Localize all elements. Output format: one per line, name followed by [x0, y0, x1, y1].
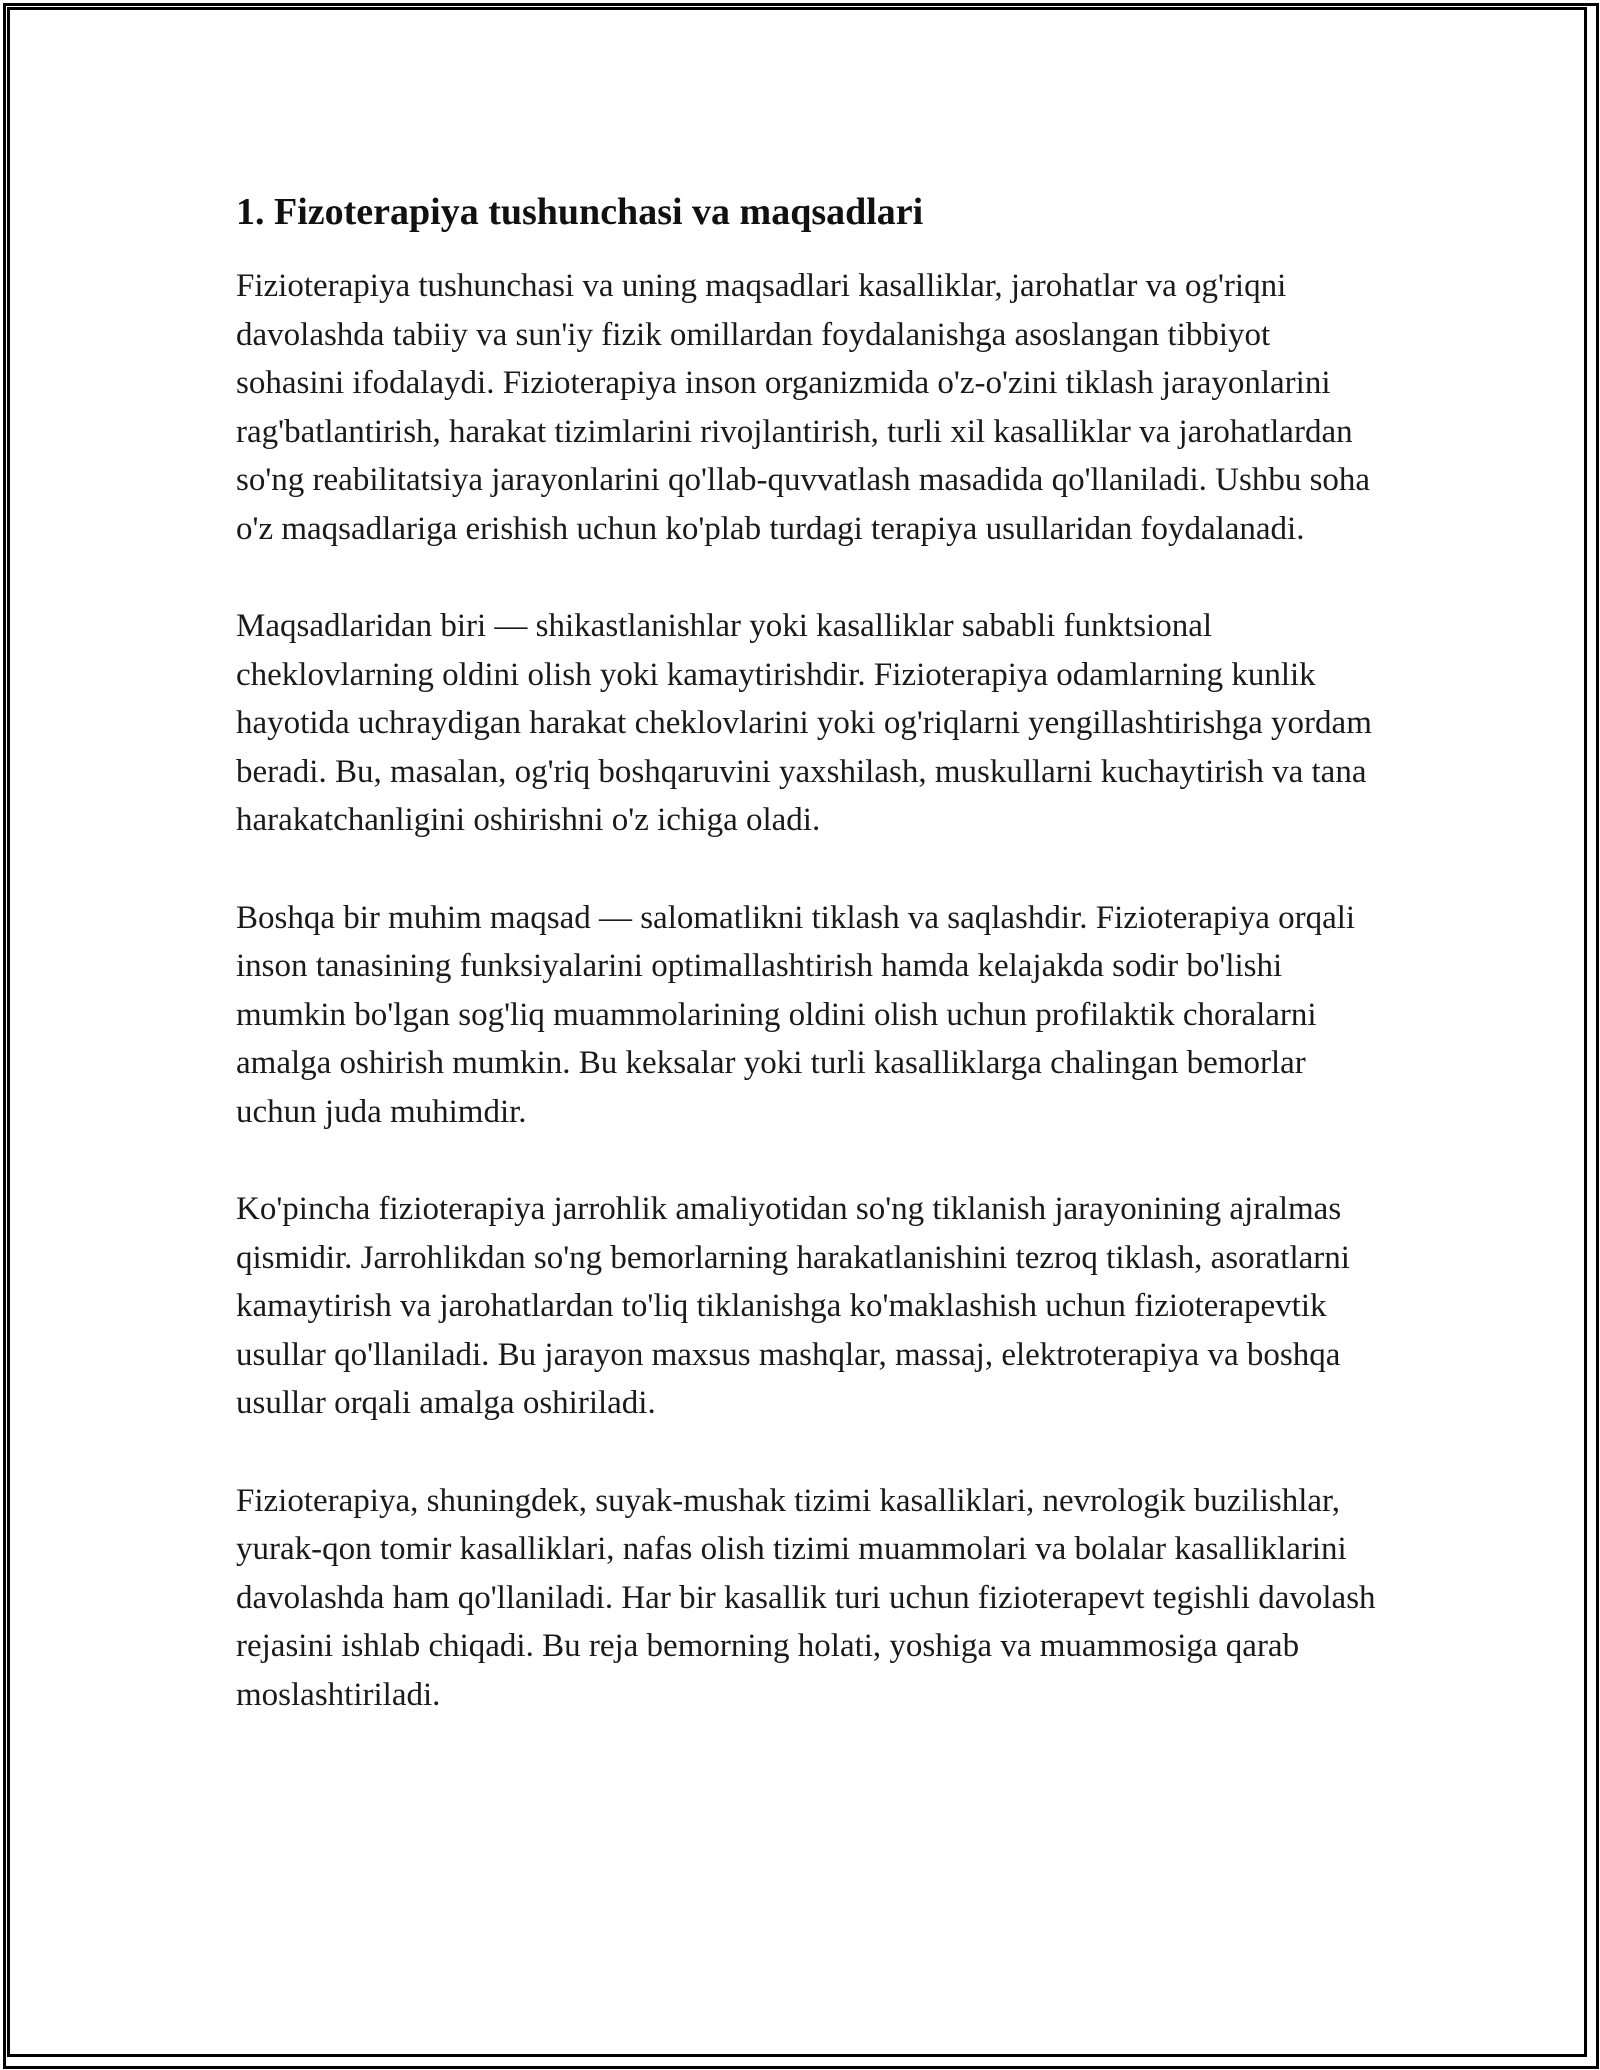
paragraph-3: Boshqa bir muhim maqsad — salomatlikni tiklash va saqlashdir. Fizioterapiya orqali inson tanasining funksiyalarini optimallashtirish hamda kelajakda sodir bo'lishi mumkin bo'lgan sog'liq muammolarining oldini olish uchun profilaktik choralarni amalga oshirish mumkin. Bu keksalar yoki turli kasalliklarga chalingan bemorlar uchun juda muhimdir.	[236, 899, 1356, 1130]
paragraph-1: Fizioterapiya tushunchasi va uning maqsadlari kasalliklar, jarohatlar va og'riqni davolashda tabiiy va sun'iy fizik omillardan foydalanishga asoslangan tibbiyot sohasini ifodalaydi. Fizioterapiya inson organizmida o'z-o'zini tiklash jarayonlarini rag'batlantirish, harakat tizimlarini rivojlantirish, turli xil kasalliklar va jarohatlardan so'ng reabilitatsiya jarayonlarini qo'llab-quvvatlash masadida qo'llaniladi. Ushbu soha o'z maqsadlariga erishish uchun ko'plab turdagi terapiya usullaridan foydalanadi.	[236, 268, 1371, 547]
paragraph-5: Fizioterapiya, shuningdek, suyak-mushak tizimi kasalliklari, nevrologik buzilishlar, yurak-qon tomir kasalliklari, nafas olish tizimi muammolari va bolalar kasalliklarini davolashda ham qo'llaniladi. Har bir kasallik turi uchun fizioterapevt tegishli davolash rejasini ishlab chiqadi. Bu reja bemorning holati, yoshiga va muammosiga qarab moslashtiriladi.	[236, 1482, 1376, 1713]
paragraph-2: Maqsadlaridan biri — shikastlanishlar yoki kasalliklar sababli funktsional cheklovlarning oldini olish yoki kamaytirishdir. Fizioterapiya odamlarning kunlik hayotida uchraydigan harakat cheklovlarini yoki og'riqlarni yengillashtirishga yordam beradi. Bu, masalan, og'riq boshqaruvini yaxshilash, muskullarni kuchaytirish va tana harakatchanligini oshirishni o'z ichiga oladi.	[236, 608, 1372, 838]
paragraph-4: Ko'pincha fizioterapiya jarrohlik amaliyotidan so'ng tiklanish jarayonining ajralmas qismidir. Jarrohlikdan so'ng bemorlarning harakatlanishini tezroq tiklash, asoratlarni kamaytirish va jarohatlardan to'liq tiklanishga ko'maklashish uchun fizioterapevtik usullar qo'llaniladi. Bu jarayon maxsus mashqlar, massaj, elektroterapiya va boshqa usullar orqali amalga oshiriladi.	[236, 1191, 1350, 1421]
document-body	[236, 188, 1376, 1719]
page-title: 1. Fizoterapiya tushunchasi va maqsadlari	[236, 191, 924, 233]
